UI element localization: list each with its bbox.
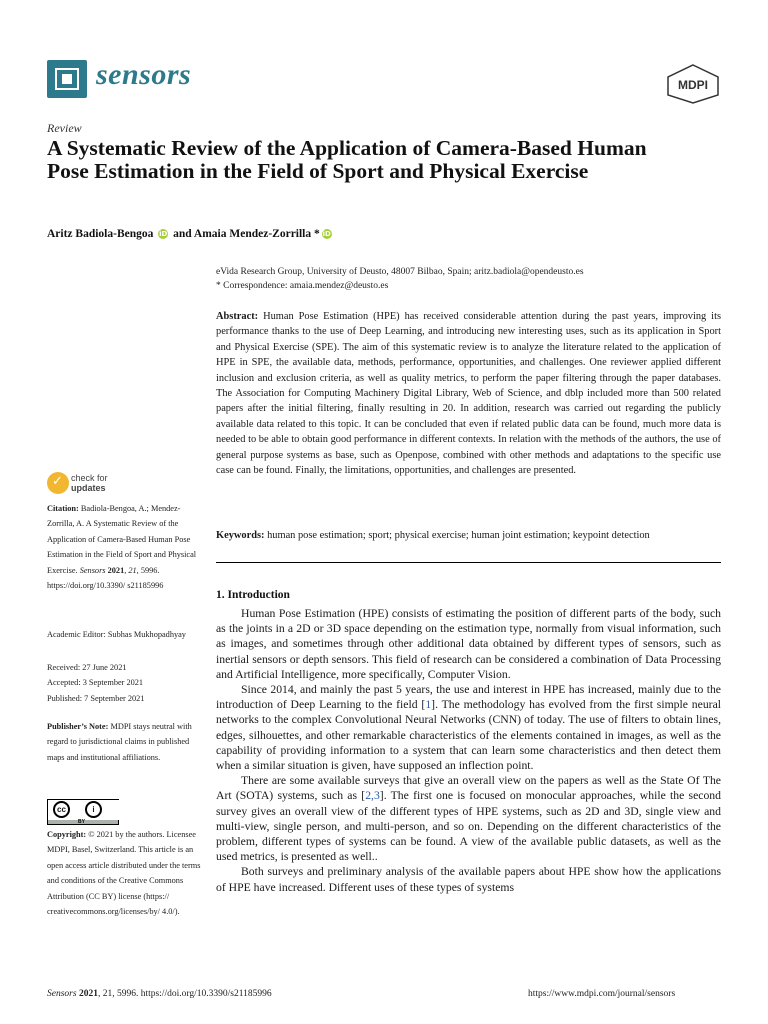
reference-link[interactable]: 1: [425, 698, 432, 712]
publisher-note: Publisher’s Note: MDPI stays neutral with regard to jurisdictional claims in published maps and institutional affiliations.: [47, 722, 192, 762]
author-name[interactable]: Amaia Mendez-Zorrilla *: [193, 228, 320, 240]
reference-link[interactable]: 2,3: [365, 789, 380, 803]
cc-by-license-icon[interactable]: cc i BY: [47, 799, 119, 825]
citation-label: Citation:: [47, 504, 79, 513]
published-date: Published: 7 September 2021: [47, 693, 145, 703]
keywords: [216, 528, 721, 543]
footer-journal-url[interactable]: https://www.mdpi.com/journal/sensors: [528, 989, 676, 999]
dates-block: [47, 660, 202, 706]
abstract: [216, 309, 721, 478]
publisher-name: MDPI: [678, 78, 708, 92]
body-text: [216, 606, 721, 895]
citation-block: Citation: Badiola-Bengoa, A.; Mendez-Zorrilla, A. A Systematic Review of the Application of Camera-Based Human Pose Estimation in the Field of Sport and Physical Exercise. Sensors 2021, 21, 5996. https://doi.org/10.3390/ s21185996: [47, 504, 197, 591]
received-date: Received: 27 June 2021: [47, 663, 127, 672]
correspondence-line: * Correspondence: amaia.mendez@deusto.es: [216, 281, 389, 291]
chip-icon: [55, 68, 79, 90]
article-type: Review: [47, 121, 82, 135]
paragraph: Both surveys and preliminary analysis of the available papers about HPE show how the applications of HPE have increased. Different uses of these types of systems: [216, 865, 721, 894]
mdpi-logo: [666, 64, 720, 104]
author-name[interactable]: Aritz Badiola-Bengoa: [47, 228, 154, 240]
person-icon: i: [85, 801, 102, 818]
author-list: [47, 228, 334, 240]
academic-editor: Academic Editor: Subhas Mukhopadhyay: [47, 630, 186, 639]
section-heading: 1. Introduction: [216, 589, 290, 601]
footer-citation: Sensors 2021, 21, 5996. https://doi.org/10.3390/s21185996: [47, 989, 272, 999]
paragraph: There are some available surveys that give an overall view on the papers as well as the State Of The Art (SOTA) systems, such as [2,3]. The first one is focused on monocular approaches, while the second survey gives an overall view of the different types of HPE systems, such as 2D and 3D, single view and multi-view, single person, and multi-person, and so on. Depending on the different characteristics of the problem, different types of systems can be found. A view of the available public datasets, as well as the used metrics, is presented as well..: [216, 774, 721, 864]
affiliation: [216, 265, 716, 293]
abstract-text: Human Pose Estimation (HPE) has received considerable attention during the past years, improving its performance thanks to the use of Deep Learning, and introducing new interesting uses, such as its application in Sport and Physical Exercise (SPE). The aim of this systematic review is to analyze the literature related to the application of HPE in SPE, the available data, methods, performance, opportunities, and challenges. One reviewer applied different inclusion and exclusion criteria, as well as quality metrics, to perform the paper filtering through the paper databases. The Association for Computing Machinery Digital Library, Web of Science, and dblp included more than 500 related papers after the initial filtering, finally resulting in 20. In addition, research was carried out regarding the publicly available data related to this topic. It can be concluded that even if related public data can be found, much more data is needed to be able to obtain good performance in different contexts. In relation with the methods of the authors, the use of general purpose systems as base, such as Openpose, combined with other methods and adaptations to the specific use case can be found. Finally, the limitations, opportunities, and challenges are presented.: [216, 311, 721, 477]
citation-doi[interactable]: 5996. https://doi.org/10.3390/ s21185996: [47, 565, 164, 591]
journal-name: sensors: [96, 58, 192, 91]
keywords-label: Keywords:: [216, 530, 265, 541]
abstract-label: Abstract:: [216, 311, 259, 322]
journal-logo-icon: [47, 60, 87, 98]
divider: [216, 562, 721, 563]
orcid-icon[interactable]: iD: [322, 230, 331, 238]
copyright-block: Copyright: © 2021 by the authors. Licensee MDPI, Basel, Switzerland. This article is an open access article distributed under the terms and conditions of the Creative Commons Attribution (CC BY) license (https:// creativecommons.org/licenses/by/ 4.0/).: [47, 830, 201, 917]
author-conjunction: and: [173, 228, 192, 240]
keywords-text: human pose estimation; sport; physical exercise; human joint estimation; keypoint detection: [267, 530, 650, 541]
article-title: A Systematic Review of the Application of Camera-Based Human Pose Estimation in the Field of Sport and Physical Exercise: [47, 136, 647, 183]
paragraph: Human Pose Estimation (HPE) consists of estimating the position of different parts of the body, such as the joints in a 2D or 3D space depending on the estimation type, normally from visual information, such as images, and sometimes through other additional data obtained by different types of sensors, such as inertial sensors or depth sensors. This field of research can be considered a combination of Data Processing and Artificial Intelligence, more specifically, Computer Vision.: [216, 607, 721, 681]
accepted-date: Accepted: 3 September 2021: [47, 678, 144, 688]
affiliation-line: eVida Research Group, University of Deusto, 48007 Bilbao, Spain; aritz.badiola@opendeusto.es: [216, 267, 584, 277]
paragraph: Since 2014, and mainly the past 5 years, the use and interest in HPE has increased, mainly due to the introduction of Deep Learning to the field [1]. The methodology has evolved from the first simple neural networks to the complex Convolutional Neural Networks (CNN) of today. The use of filters to obtain lines, edges, silhouettes, and other remarkable characteristics of the elements contained in images, as well as the capability of providing information to a system that can learn some characteristics and then detect them when a similar situation is given, have supposed an inflection point.: [216, 683, 722, 773]
check-icon: ✓: [47, 472, 69, 494]
cc-icon: cc: [53, 801, 70, 818]
orcid-icon[interactable]: iD: [159, 230, 168, 238]
